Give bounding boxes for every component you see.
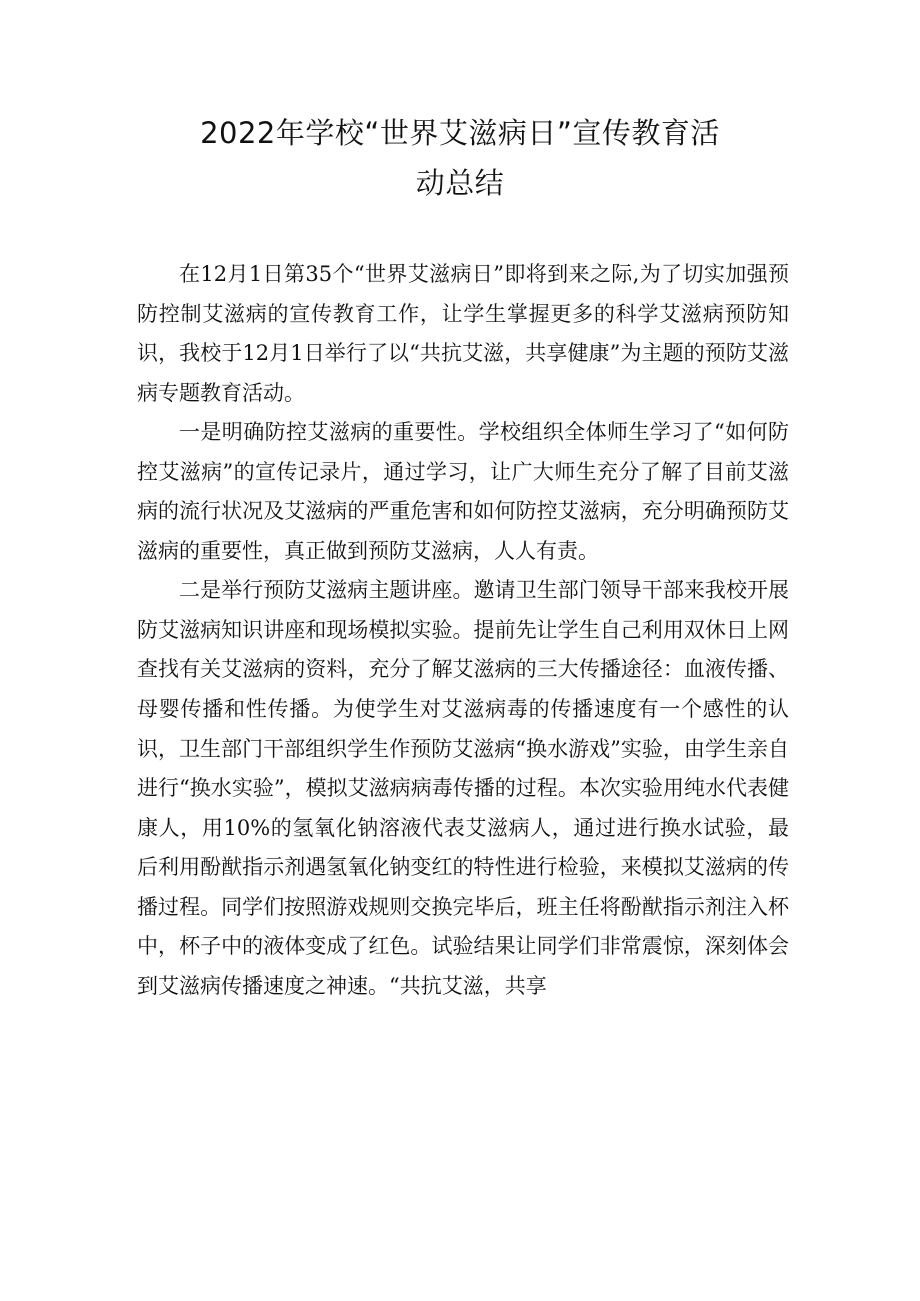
title-line-1: 2022年学校“世界艾滋病日”宣传教育活 (200, 116, 720, 150)
document-title (130, 108, 790, 208)
title-line-2: 动总结 (415, 166, 505, 200)
paragraph-point-two: 二是举行预防艾滋病主题讲座。邀请卫生部门领导干部来我校开展防艾滋病知识讲座和现场模拟实验。提前先让学生自己利用双休日上网查找有关艾滋病的资料，充分了解艾滋病的三大传播途径：血液传播、母婴传播和性传播。为使学生对艾滋病毒的传播速度有一个感性的认识，卫生部门干部组织学生作预防艾滋病“换水游戏”实验，由学生亲自进行“换水实验”，模拟艾滋病病毒传播的过程。本次实验用纯水代表健康人，用10%的氢氧化钠溶液代表艾滋病人，通过进行换水试验，最后利用酚猷指示剂遇氢氧化钠变红的特性进行检验，来模拟艾滋病的传播过程。同学们按照游戏规则交换完毕后，班主任将酚猷指示剂注入杯中，杯子中的液体变成了红色。试验结果让同学们非常震惊，深刻体会到艾滋病传播速度之神速。“共抗艾滋，共享 (137, 578, 789, 998)
document-body (137, 255, 789, 1006)
paragraph-intro: 在12月1日第35个“世界艾滋病日”即将到来之际,为了切实加强预防控制艾滋病的宣传教育工作，让学生掌握更多的科学艾滋病预防知识，我校于12月1日举行了以“共抗艾滋，共享健康”为主题的预防艾滋病专题教育活动。 (137, 262, 789, 405)
paragraph-point-one: 一是明确防控艾滋病的重要性。学校组织全体师生学习了“如何防控艾滋病”的宣传记录片，通过学习，让广大师生充分了解了目前艾滋病的流行状况及艾滋病的严重危害和如何防控艾滋病，充分明确预防艾滋病的重要性，真正做到预防艾滋病，人人有责。 (137, 420, 789, 563)
